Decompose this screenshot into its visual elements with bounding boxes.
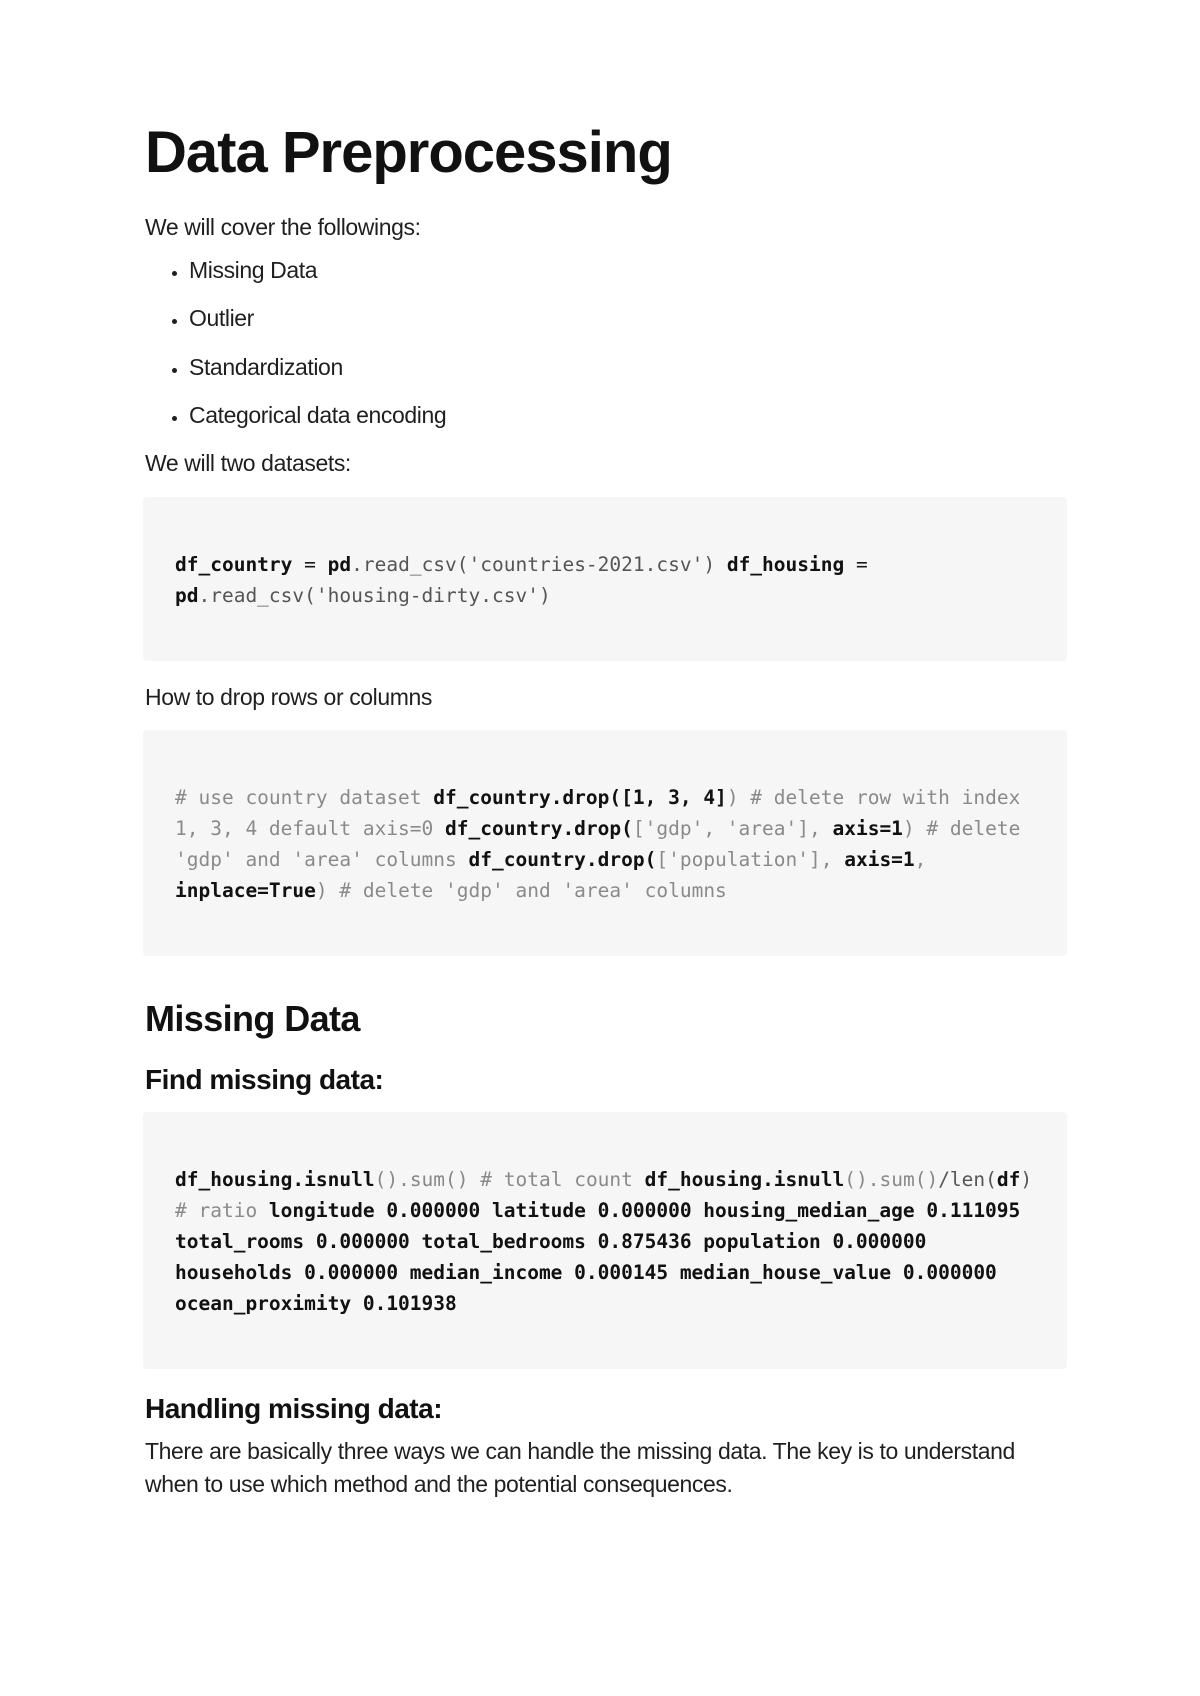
code-token: pd [175,583,199,607]
code-token: # use country dataset [175,786,434,810]
code-token: , [914,848,927,872]
code-token: # delete 'gdp' and 'area' columns [339,879,727,903]
code-token: df_country [433,786,551,810]
code-token: ['gdp', 'area'] [632,817,809,841]
code-token: df_country [175,552,293,576]
code-token: () [445,1168,481,1192]
code-token: = [292,552,328,576]
code-token: pd [327,552,352,576]
code-token: .sum [867,1168,915,1192]
code-token: .read_csv( [351,552,469,576]
code-token: () [844,1168,868,1192]
code-token: df_housing [175,1168,293,1192]
handling-paragraph: There are basically three ways we can handle the missing data. The key is to understand when to use which method and the potential consequences. [145,1438,1015,1498]
list-item: • Categorical data encoding [189,399,1065,432]
code-token: , [820,848,845,872]
code-token: .isnull [762,1168,845,1192]
code-token: ) [726,786,751,810]
code-token: .drop( [550,786,622,810]
code-token: df_housing [644,1168,763,1192]
code-token: ) [538,583,551,607]
code-token: .drop( [585,848,657,872]
drop-paragraph: How to drop rows or columns [145,683,433,710]
list-item: • Outlier [189,302,1065,335]
code-token: df_country [468,848,586,872]
code-block-load-datasets [143,497,1067,661]
code-token: ) [703,552,727,576]
code-token: .read_csv( [198,583,316,607]
code-block-drop [143,730,1067,956]
code-token: 'countries-2021.csv' [468,552,704,576]
code-token: inplace=True [175,879,316,903]
code-token: /len( [938,1168,997,1192]
code-token: .isnull [292,1168,375,1192]
code-token: () [914,1168,939,1192]
code-token: ) [1020,1168,1033,1192]
code-block-find-missing [143,1112,1067,1369]
list-item: • Standardization [189,351,1065,384]
code-token: .drop( [562,817,633,841]
code-token: = [844,552,868,576]
list-item: • Missing Data [189,254,1065,287]
code-token: () [374,1168,399,1192]
code-token: 'housing-dirty.csv' [315,583,539,607]
code-token: ) [315,879,340,903]
document-page [145,120,1065,1512]
code-token: # delete row with index 1, 3, 4 default axis=0 [175,786,1021,841]
code-token: longitude 0.000000 latitude 0.000000 housing_median_age 0.111095 total_rooms 0.000000 total_bedrooms 0.875436 population 0.000000 households 0.000000 median_income 0.000145 median_house_value 0.000000 ocean_proximity 0.101938 [175,1199,1021,1316]
code-token: df_housing [726,552,845,576]
subheading-handling-missing-data: Handling missing data: [145,1393,443,1425]
code-token: axis=1 [844,848,915,872]
code-token: # total count [480,1168,645,1192]
code-token: ) [902,817,927,841]
code-token: .sum [398,1168,446,1192]
code-token: ['population'] [656,848,821,872]
code-token: # delete 'gdp' and 'area' columns [175,817,1021,872]
intro-paragraph: We will cover the followings: [145,213,421,240]
code-token: # ratio [175,1199,269,1223]
subheading-find-missing-data: Find missing data: [145,1064,384,1096]
code-token: df [996,1168,1021,1192]
section-heading-missing-data: Missing Data [145,998,360,1040]
code-token: df_country [445,817,563,841]
topics-list [145,254,1065,432]
datasets-paragraph: We will two datasets: [145,450,351,477]
code-token: axis=1 [832,817,903,841]
code-token: , [809,817,833,841]
code-token: [1, 3, 4] [621,786,727,810]
page-title: Data Preprocessing [145,120,672,185]
